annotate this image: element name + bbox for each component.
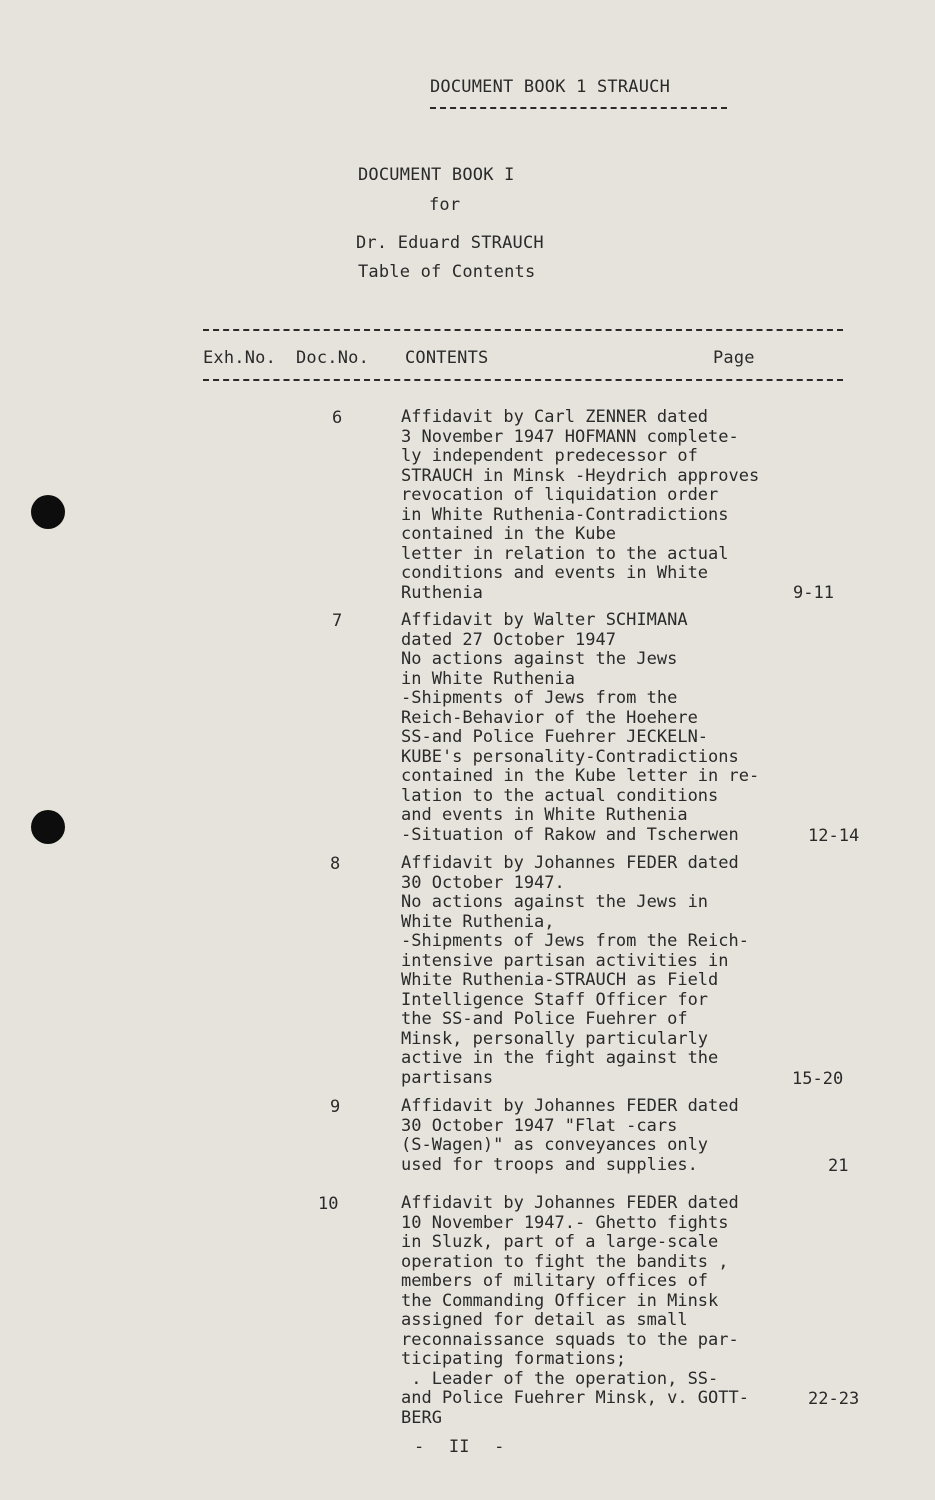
content-line: White Ruthenia,	[401, 911, 555, 932]
content-line: Affidavit by Johannes FEDER dated	[401, 1193, 739, 1213]
content-line: No actions against the Jews in	[401, 892, 709, 912]
page-reference: 21	[828, 1156, 849, 1176]
col-doc-no: Doc.No.	[296, 348, 370, 368]
content-line: 30 October 1947.	[401, 872, 565, 893]
content-line: Affidavit by Walter SCHIMANA	[401, 610, 688, 630]
content-line: in White Ruthenia-Contradictions	[401, 504, 729, 525]
col-exh-no: Exh.No.	[203, 348, 277, 368]
content-line: SS-and Police Fuehrer JECKELN-	[401, 727, 709, 747]
content-line: dated 27 October 1947	[401, 629, 616, 650]
content-line: KUBE's personality-Contradictions	[401, 746, 739, 767]
content-line: -Situation of Rakow and Tscherwen	[401, 824, 739, 845]
entry-contents	[401, 408, 871, 603]
content-line: (S-Wagen)" as conveyances only	[401, 1135, 709, 1155]
content-line: 30 October 1947 "Flat -cars	[401, 1115, 678, 1136]
content-line: the SS-and Police Fuehrer of	[401, 1009, 688, 1029]
doc-number: 7	[332, 611, 343, 631]
content-line: operation to fight the bandits ,	[401, 1251, 729, 1272]
entry-contents	[401, 854, 871, 1088]
content-line: Ruthenia	[401, 582, 483, 603]
running-title-underline	[430, 107, 727, 109]
content-line: Intelligence Staff Officer for	[401, 989, 709, 1010]
content-line: used for troops and supplies.	[401, 1154, 698, 1175]
content-line: 10 November 1947.- Ghetto fights	[401, 1212, 729, 1233]
doc-number: 10	[318, 1194, 339, 1214]
content-line: . Leader of the operation, SS-	[401, 1368, 719, 1389]
for-label: for	[429, 195, 461, 215]
content-line: contained in the Kube letter in re-	[401, 766, 760, 786]
punch-hole	[31, 495, 65, 529]
content-line: Affidavit by Johannes FEDER dated	[401, 1096, 739, 1116]
content-line: in White Ruthenia	[401, 668, 575, 689]
book-title: DOCUMENT BOOK I	[358, 165, 515, 185]
doc-number: 8	[330, 854, 341, 874]
content-line: revocation of liquidation order	[401, 485, 719, 505]
content-line: Minsk, personally particularly	[401, 1028, 709, 1049]
entry-contents	[401, 611, 871, 845]
content-line: Affidavit by Carl ZENNER dated	[401, 407, 709, 427]
content-line: active in the fight against the	[401, 1048, 719, 1068]
page-reference: 15-20	[792, 1069, 844, 1089]
content-line: ticipating formations;	[401, 1349, 627, 1369]
content-line: STRAUCH in Minsk -Heydrich approves	[401, 465, 760, 486]
page-number: - II -	[414, 1437, 505, 1457]
content-line: members of military offices of	[401, 1271, 709, 1291]
table-top-rule	[203, 329, 843, 331]
entry-contents	[401, 1097, 871, 1175]
person-name: Dr. Eduard STRAUCH	[356, 233, 544, 253]
content-line: Reich-Behavior of the Hoehere	[401, 707, 698, 728]
col-contents: CONTENTS	[405, 348, 489, 368]
content-line: 3 November 1947 HOFMANN complete-	[401, 426, 739, 447]
content-line: and Police Fuehrer Minsk, v. GOTT-	[401, 1388, 749, 1408]
page-reference: 22-23	[808, 1389, 860, 1409]
content-line: partisans	[401, 1067, 494, 1088]
content-line: -Shipments of Jews from the Reich-	[401, 931, 749, 951]
content-line: letter in relation to the actual	[401, 543, 729, 564]
content-line: intensive partisan activities in	[401, 950, 729, 971]
content-line: conditions and events in White	[401, 563, 709, 583]
content-line: assigned for detail as small	[401, 1310, 688, 1330]
table-header-rule	[203, 379, 843, 381]
content-line: ly independent predecessor of	[401, 446, 698, 466]
doc-number: 6	[332, 408, 343, 428]
content-line: Affidavit by Johannes FEDER dated	[401, 853, 739, 873]
content-line: reconnaissance squads to the par-	[401, 1329, 739, 1350]
content-line: BERG	[401, 1407, 442, 1428]
content-line: lation to the actual conditions	[401, 785, 719, 806]
content-line: contained in the Kube	[401, 524, 616, 544]
content-line: in Sluzk, part of a large-scale	[401, 1232, 719, 1252]
content-line: No actions against the Jews	[401, 649, 678, 669]
content-line: White Ruthenia-STRAUCH as Field	[401, 970, 719, 990]
toc-label: Table of Contents	[358, 262, 536, 282]
running-title: DOCUMENT BOOK 1 STRAUCH	[430, 77, 671, 97]
page-reference: 9-11	[793, 583, 834, 603]
col-page: Page	[713, 348, 755, 368]
content-line: the Commanding Officer in Minsk	[401, 1290, 719, 1311]
content-line: and events in White Ruthenia	[401, 805, 688, 825]
punch-hole	[31, 810, 65, 844]
page-reference: 12-14	[808, 826, 860, 846]
doc-number: 9	[330, 1097, 341, 1117]
content-line: -Shipments of Jews from the	[401, 688, 678, 708]
entry-contents	[401, 1194, 871, 1428]
